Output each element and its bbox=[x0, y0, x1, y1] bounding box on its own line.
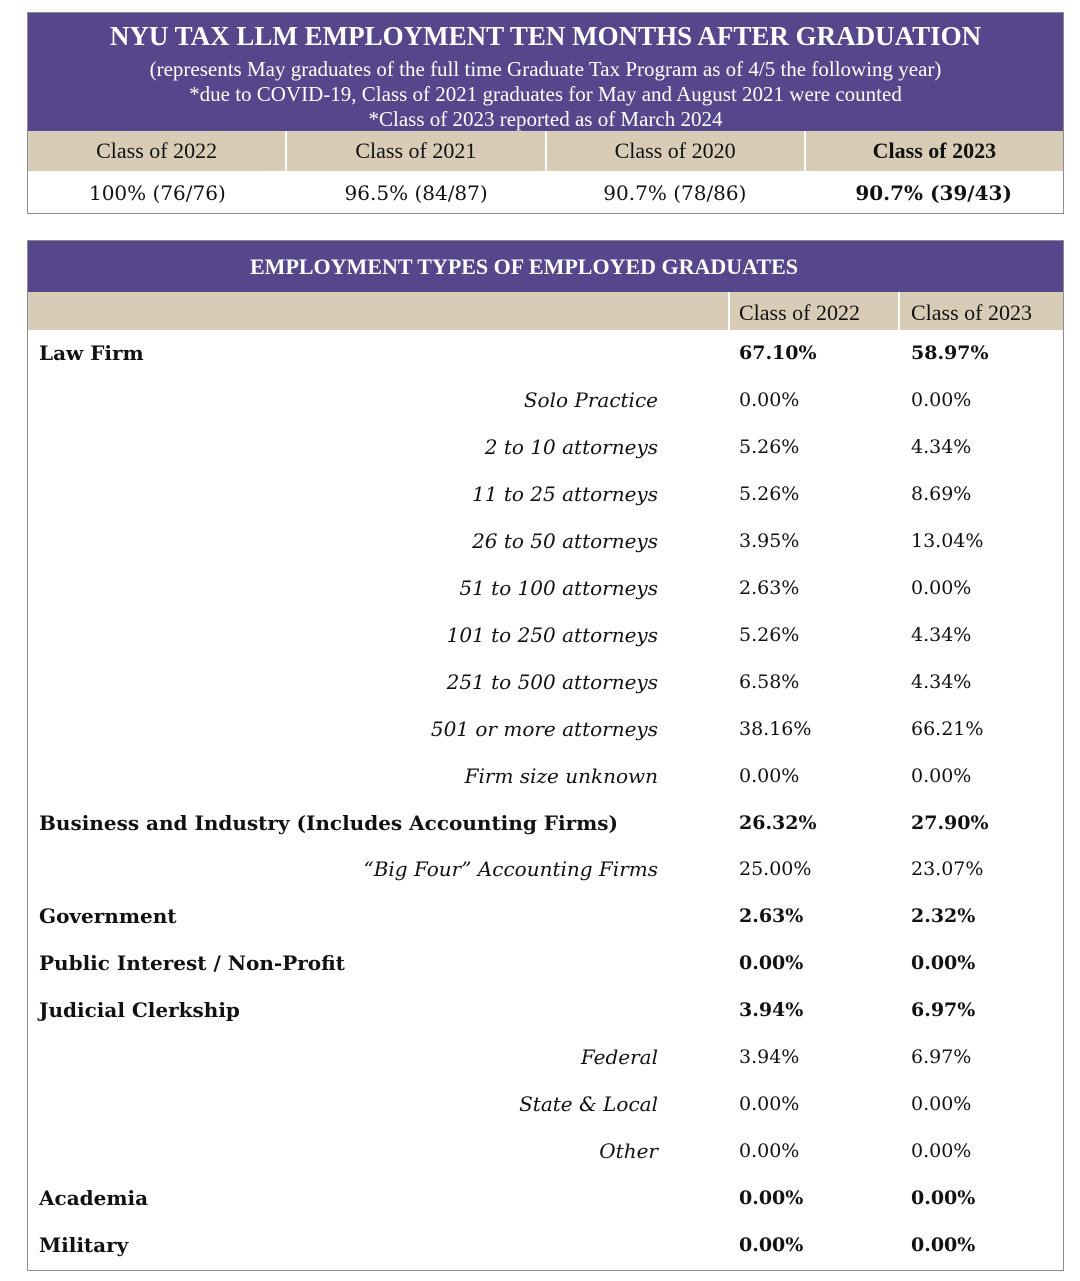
employment-summary-table bbox=[27, 12, 1064, 214]
types-header bbox=[28, 241, 1063, 292]
value-2023: 4.34% bbox=[911, 670, 972, 693]
value-2023: 0.00% bbox=[911, 1187, 976, 1210]
category-row bbox=[28, 893, 1063, 940]
value-2022: 3.95% bbox=[739, 529, 800, 552]
value-2023: 58.97% bbox=[911, 342, 989, 364]
column-separator bbox=[898, 292, 900, 330]
value-2022: 5.26% bbox=[739, 623, 800, 646]
value-2023: 0.00% bbox=[911, 764, 972, 787]
subcategory-row bbox=[28, 846, 1063, 893]
value-2023: 27.90% bbox=[911, 811, 989, 834]
value-2022: 0.00% bbox=[739, 1234, 804, 1257]
subcategory-row bbox=[28, 659, 1063, 706]
row-label: 11 to 25 attorneys bbox=[472, 481, 658, 506]
row-label: Law Firm bbox=[39, 341, 144, 365]
value-2022: 0.00% bbox=[739, 764, 800, 787]
value-2022: 0.00% bbox=[739, 388, 800, 411]
value-2023: 4.34% bbox=[911, 623, 972, 646]
subcategory-row bbox=[28, 471, 1063, 518]
value-2022: 0.00% bbox=[739, 1093, 800, 1116]
summary-subtitle-line: (represents May graduates of the full time Graduate Tax Program as of 4/5 the following year) bbox=[149, 57, 942, 81]
value-2022: 5.26% bbox=[739, 435, 800, 458]
row-label: 101 to 250 attorneys bbox=[446, 622, 658, 647]
subcategory-row bbox=[28, 377, 1063, 424]
class-year-label: Class of 2022 bbox=[28, 131, 287, 171]
value-2023: 0.00% bbox=[911, 576, 972, 599]
class-year-row bbox=[28, 131, 1063, 171]
subcategory-row bbox=[28, 1128, 1063, 1175]
value-2023: 13.04% bbox=[911, 529, 984, 552]
value-2022: 5.26% bbox=[739, 482, 800, 505]
employment-rate: 90.7% (39/43) bbox=[855, 181, 1012, 205]
row-label: 251 to 500 attorneys bbox=[446, 669, 658, 694]
value-2022: 25.00% bbox=[739, 858, 812, 881]
value-2023: 8.69% bbox=[911, 482, 972, 505]
employment-rate: 100% (76/76) bbox=[88, 181, 226, 205]
row-label: Federal bbox=[580, 1045, 658, 1070]
subcategory-row bbox=[28, 706, 1063, 753]
value-2022: 0.00% bbox=[739, 1140, 800, 1163]
category-row bbox=[28, 940, 1063, 987]
subcategory-row bbox=[28, 1081, 1063, 1128]
class-year-label: Class of 2020 bbox=[547, 131, 806, 171]
value-2022: 38.16% bbox=[739, 717, 812, 740]
employment-types-table bbox=[27, 240, 1064, 1271]
value-2022: 2.63% bbox=[739, 576, 800, 599]
value-2023: 6.97% bbox=[911, 1046, 972, 1069]
value-2022: 0.00% bbox=[739, 1187, 804, 1210]
row-label: Military bbox=[39, 1233, 129, 1258]
column-header-2022: Class of 2022 bbox=[739, 300, 860, 325]
row-label: Government bbox=[39, 904, 177, 929]
value-2022: 0.00% bbox=[739, 952, 804, 975]
row-label: Other bbox=[599, 1139, 658, 1164]
value-2023: 23.07% bbox=[911, 858, 984, 881]
category-row bbox=[28, 987, 1063, 1034]
row-label: Public Interest / Non-Profit bbox=[39, 951, 345, 976]
subcategory-row bbox=[28, 612, 1063, 659]
types-title: EMPLOYMENT TYPES OF EMPLOYED GRADUATES bbox=[250, 254, 799, 279]
value-2023: 6.97% bbox=[911, 999, 976, 1022]
value-2023: 0.00% bbox=[911, 1140, 972, 1163]
row-label: 2 to 10 attorneys bbox=[484, 434, 658, 459]
category-row bbox=[28, 330, 1063, 377]
row-label: Academia bbox=[39, 1186, 149, 1211]
employment-rate: 96.5% (84/87) bbox=[344, 181, 488, 205]
class-year-label: Class of 2021 bbox=[287, 131, 546, 171]
value-2023: 66.21% bbox=[911, 717, 984, 740]
row-label: Business and Industry (Includes Accounting Firms) bbox=[39, 810, 618, 835]
row-label: 51 to 100 attorneys bbox=[459, 575, 658, 600]
summary-subtitle-line: *Class of 2023 reported as of March 2024 bbox=[368, 107, 723, 131]
class-year-label: Class of 2023 bbox=[872, 138, 997, 163]
employment-rate-row bbox=[28, 171, 1063, 214]
value-2023: 0.00% bbox=[911, 1093, 972, 1116]
row-label: 26 to 50 attorneys bbox=[472, 528, 658, 553]
column-header-2023: Class of 2023 bbox=[911, 300, 1032, 325]
row-label: Firm size unknown bbox=[464, 763, 658, 788]
row-label: “Big Four” Accounting Firms bbox=[363, 857, 658, 882]
subcategory-row bbox=[28, 518, 1063, 565]
summary-header bbox=[28, 13, 1063, 131]
row-label: 501 or more attorneys bbox=[430, 716, 658, 741]
value-2022: 67.10% bbox=[739, 342, 817, 364]
value-2022: 26.32% bbox=[739, 811, 817, 834]
row-label: Judicial Clerkship bbox=[39, 998, 240, 1023]
value-2022: 2.63% bbox=[739, 905, 804, 928]
category-row bbox=[28, 1175, 1063, 1222]
summary-title: NYU TAX LLM EMPLOYMENT TEN MONTHS AFTER GRADUATION bbox=[109, 21, 982, 51]
summary-subtitle-line: *due to COVID-19, Class of 2021 graduates for May and August 2021 were counted bbox=[189, 82, 902, 106]
value-2023: 0.00% bbox=[911, 388, 972, 411]
row-label: State & Local bbox=[519, 1092, 658, 1117]
value-2022: 6.58% bbox=[739, 670, 800, 693]
value-2023: 2.32% bbox=[911, 905, 976, 928]
subcategory-row bbox=[28, 565, 1063, 612]
category-row bbox=[28, 800, 1063, 847]
value-2023: 0.00% bbox=[911, 952, 976, 975]
subcategory-row bbox=[28, 753, 1063, 800]
row-label: Solo Practice bbox=[523, 387, 658, 412]
employment-rate: 90.7% (78/86) bbox=[603, 181, 747, 205]
category-row bbox=[28, 1222, 1063, 1269]
value-2022: 3.94% bbox=[739, 999, 804, 1022]
subcategory-row bbox=[28, 1034, 1063, 1081]
value-2023: 4.34% bbox=[911, 435, 972, 458]
value-2023: 0.00% bbox=[911, 1234, 976, 1257]
subcategory-row bbox=[28, 424, 1063, 471]
types-column-header-row bbox=[28, 292, 1063, 330]
column-separator bbox=[728, 292, 730, 330]
value-2022: 3.94% bbox=[739, 1046, 800, 1069]
